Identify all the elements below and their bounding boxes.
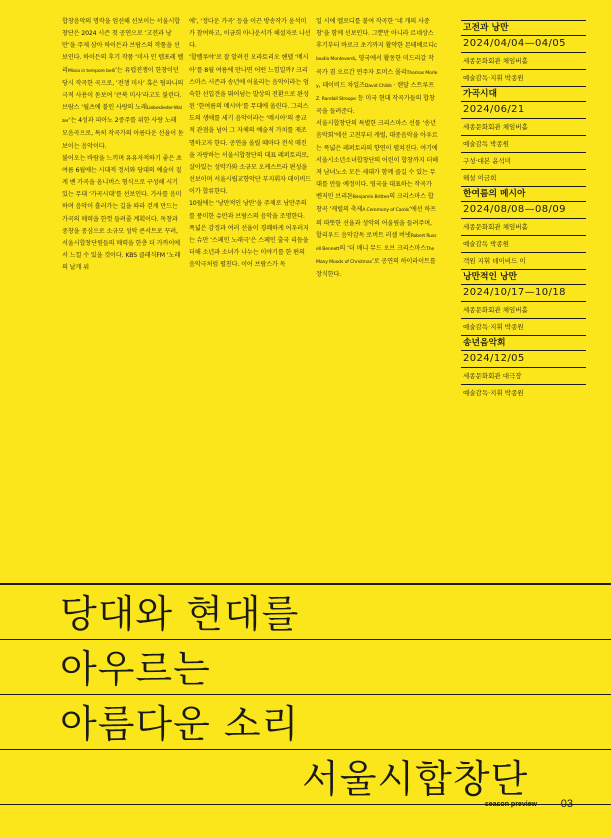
concert-info: 예술감독·지휘 박종원 — [461, 69, 586, 86]
article-column-3 — [316, 16, 438, 281]
schedule-item — [461, 186, 586, 269]
concert-schedule — [461, 20, 586, 401]
concert-info: 세종문화회관 체임버홀 — [461, 52, 586, 69]
concert-date: 2024/06/21 — [461, 101, 586, 118]
concert-date: 2024/10/17—10/18 — [461, 284, 586, 301]
concert-info: 예술감독·지휘 박종원 — [461, 384, 586, 401]
concert-info: 세종문화회관 체임버홀 — [461, 301, 586, 318]
concert-info: 예술감독·지휘 박종원 — [461, 318, 586, 335]
concert-title: 송년음악회 — [461, 335, 586, 350]
concert-info: 구성·대본 윤석미 — [461, 152, 586, 169]
paragraph: 10월에는 ‘낭만적인 낭만’을 주제로 낭만주의를 풍미한 슈만과 브람스의 음악을 조명한다. 폭넓은 감정과 여러 선율이 경쾌하게 어우러지는 슈만 ‘스페인 노래극’은 스페인 출국 리듬을 더해 소년과 소녀가 나누는 이야기를 한 편의 음악극처럼 펼친다. 이어 브람스가 독 — [189, 200, 309, 269]
concert-info: 세종문화회관 체임버홀 — [461, 118, 586, 135]
concert-date: 2024/12/05 — [461, 350, 586, 367]
schedule-item — [461, 20, 586, 86]
paragraph: 서울시합창단의 특별한 크리스마스 선물 ‘송년음악회’에선 고전부터 캐럴, 대중음악을 아우르는 폭넓은 레퍼토리의 향연이 펼쳐진다. 여기에 서울시소년소녀합창단의 어린이 합창까지 더해져 남녀노소 모든 세대가 함께 즐길 수 있는 무대를 만들 예정이다. 영국을 대표하는 작곡가 벤저민 브리튼Benjamin Britten의 크리스마스 합창곡 ‘캐럴의 축제A Ceremony of Carols’에선 하프의 따뜻한 선율과 성악의 어울림을 들려주며, 할리우드 음악감독 로버트 러셀 버넷Robert Russell Bennett의 ‘더 매니 무드 오브 크리스마스The Many Moods of Christmas’로 공연의 하이라이트를 장식한다. — [316, 120, 438, 279]
paragraph: ‘할렐루야’로 잘 알려진 오라토리오 헨델 ‘메시아’를 8월 여름에 만나면 어떤 느낌일까? 크리스마스 시즌과 송년에 어울리는 음악이라는 엄숙한 선입견을 뛰어넘는 발상의 전환으로 완성된 ‘한여름의 메시아’를 무대에 올린다. 그리스도의 생애를 세기 음악이라는 ‘메시아’의 종교적 관점을 넘어 그 자체의 예술적 가치를 재조명하고자 한다. 공연을 올릴 때마다 전석 매진을 자랑하는 서울시합창단의 대표 레퍼토리로, 살아있는 성악가와 소규모 오케스트라 편성을 선보이며 서울시립교향악단 부지휘자 데이비드 이가 합류한다. — [189, 54, 311, 196]
schedule-item — [461, 335, 586, 401]
paragraph: 불어오는 바람을 느끼며 유유자적하기 좋은 초여름 6월에는 시대적 정서와 당대의 예술이 짙게 밴 가곡을 옴니버스 형식으로 구성해 시기 있는 무대 ‘가곡시대’를 선보인다. 가사를 음미하며 음악이 흘러가는 길을 따라 걷게 만드는 가곡의 매력을 한껏 들려줄 계획이다. 독창과 중창을 중심으로 소규모 성악 콘서트로 꾸려, 서울시합창단원들의 매력을 한층 더 가까이에서 느낄 수 있을 것이다. KBS 클래식FM ‘노래의 날개 위 — [62, 154, 182, 272]
headline-line — [0, 640, 611, 695]
concert-info: 세종문화회관 대극장 — [461, 367, 586, 384]
concert-title: 한여름의 메시아 — [461, 186, 586, 201]
headline-text: 아름다운 소리 — [60, 702, 300, 746]
paragraph: 에’, ‘정다운 가곡’ 등을 이끈 방송작가 윤석미가 참여하고, 이금희 아나운서가 해설자로 나선다. — [189, 18, 311, 50]
schedule-item — [461, 269, 586, 335]
concert-info: 예술감독 박종원 — [461, 135, 586, 152]
concert-info: 객원 지휘 데이비드 이 — [461, 252, 586, 269]
concert-info: 해설 이금희 — [461, 169, 586, 186]
article-column-2 — [189, 16, 311, 271]
concert-title: 고전과 낭만 — [461, 20, 586, 35]
concert-title: 가곡시대 — [461, 86, 586, 101]
concert-title: 낭만적인 낭만 — [461, 269, 586, 284]
headline — [0, 583, 611, 805]
paragraph: 일 시에 멜로디를 붙여 작곡한 ‘네 개의 사중창’을 함께 선보인다. 그뿐만 아니라 르네상스 후기부터 바로크 초기까지 활약한 몬테베르디Claudio Monteverdi, 영국에서 활동한 미드리갈 작곡가 겸 오르간 연주자 토머스 몰리Thomas Morley, 데이비드 차일즈David Childs · 랜달 스트루프Z. Randall Stroope 등 미국 현대 작곡가들의 합창곡을 들려준다. — [316, 18, 438, 116]
concert-info: 세종문화회관 체임버홀 — [461, 218, 586, 235]
concert-info: 예술감독 박종원 — [461, 235, 586, 252]
section-label: season preview — [484, 801, 537, 808]
paragraph: 합창음악의 명작을 엄선해 선보이는 서울시합창단은 2024 시즌 첫 공연으로 ‘고전과 낭만’을 주제 삼아 하이든과 브람스의 작품을 선보인다. 하이든의 후기 작품 ‘미사 인 템포레 벨리Missa in tempore belli’는 유럽전쟁이 한창이던 당시 작곡한 곡으로, ‘전쟁 미사’ 혹은 팀파니의 극적 사용이 돋보여 ‘큰북 미사’라고도 불린다. 브람스 ‘월츠에 붙인 사랑의 노래Liebeslieder-Walzer’는 4성과 피아노 2중주를 위한 사랑 노래 모음곡으로, 특히 작곡가의 아름다운 선율이 돋보이는 음악이다. — [62, 18, 184, 150]
headline-line — [0, 750, 611, 805]
headline-line — [0, 695, 611, 750]
schedule-item — [461, 86, 586, 186]
headline-text: 당대와 현대를 — [60, 592, 300, 636]
headline-line — [0, 585, 611, 640]
headline-text: 서울시합창단 — [302, 757, 529, 801]
concert-date: 2024/08/08—08/09 — [461, 201, 586, 218]
headline-text: 아우르는 — [60, 647, 211, 691]
page-number: 03 — [560, 798, 573, 810]
article-column-1 — [62, 16, 184, 274]
concert-date: 2024/04/04—04/05 — [461, 35, 586, 52]
